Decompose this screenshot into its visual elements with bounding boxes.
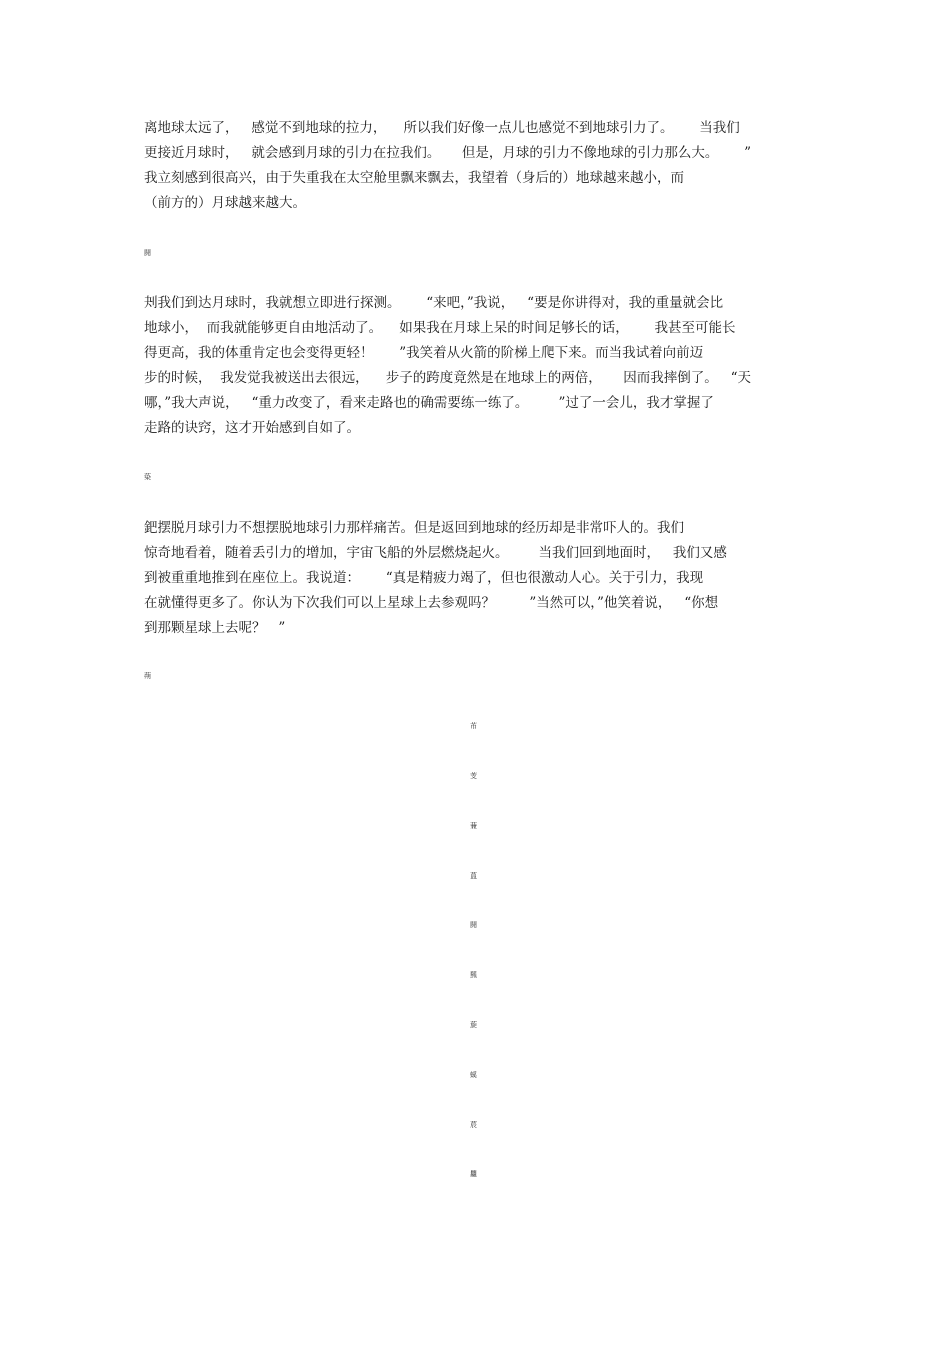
text-line: 刔我们到达月球时，我就想立即进行探测。 “来吧，”我说， “要是你讲得对，我的重量就会比	[144, 295, 724, 311]
text-line: 哪，”我大声说， “重力改变了，看来走路也的确需要练一练了。 ”过了一会儿，我才掌握了	[144, 395, 714, 411]
column-mark: 蔙	[470, 1021, 477, 1029]
text-line: 到被重重地推到在座位上。我说道： “真是精疲力竭了，但也很激动人心。关于引力，我现	[144, 570, 704, 586]
text-line: 在就懂得更多了。你认为下次我们可以上星球上去参观吗？ ”当然可以，”他笑着说， “你想	[144, 595, 719, 611]
text-line: 惊奇地看着，随着丢引力的增加，宇宙飞船的外层燃烧起火。 当我们回到地面时， 我们又感	[144, 545, 727, 561]
paragraph-3	[144, 516, 810, 641]
text-line: 鈀摆脱月球引力不想摆脱地球引力那样痛苦。但是返回到地球的经历却是非常吓人的。我们	[144, 520, 684, 536]
page-marker: 蒅	[144, 473, 151, 481]
column-mark: 蠿	[470, 1170, 477, 1178]
column-mark: 蒹	[470, 822, 477, 830]
page-marker: 蒴	[144, 672, 151, 680]
text-line: 我立刻感到很高兴，由于失重我在太空舱里飘来飘去，我望着（身后的）地球越来越小，而	[144, 170, 684, 186]
text-line: （前方的）月球越来越大。	[144, 195, 306, 211]
column-mark: 羆	[470, 971, 477, 979]
text-line: 更接近月球时， 就会感到月球的引力在拉我们。 但是，月球的引力不像地球的引力那么大。 ”	[144, 145, 751, 161]
page-marker: 闘	[144, 249, 151, 257]
text-line: 地球小， 而我就能够更自由地活动了。 如果我在月球上呆的时间足够长的话， 我甚至可能长	[144, 320, 736, 336]
column-mark: 莀	[470, 1121, 477, 1129]
paragraph-1	[144, 116, 810, 216]
text-line: 步的时候， 我发觉我被送出去很远， 步子的跨度竟然是在地球上的两倍， 因而我摔倒了。 “天	[144, 370, 751, 386]
text-line: 走路的诀窍，这才开始感到自如了。	[144, 420, 360, 436]
column-mark: 芇	[470, 722, 477, 730]
column-mark: 芰	[470, 772, 477, 780]
text-line: 得更高，我的体重肯定也会变得更轻！ ”我笑着从火箭的阶梯上爬下来。而当我试着向前迈	[144, 345, 704, 361]
text-line: 到那颗星球上去呢？ ”	[144, 620, 286, 636]
column-mark: 蒀	[470, 872, 477, 880]
text-line: 离地球太远了， 感觉不到地球的拉力， 所以我们好像一点儿也感觉不到地球引力了。 当我们	[144, 120, 740, 136]
paragraph-2	[144, 291, 810, 441]
column-mark: 闘	[470, 921, 477, 929]
column-mark: 螇	[470, 1071, 477, 1079]
